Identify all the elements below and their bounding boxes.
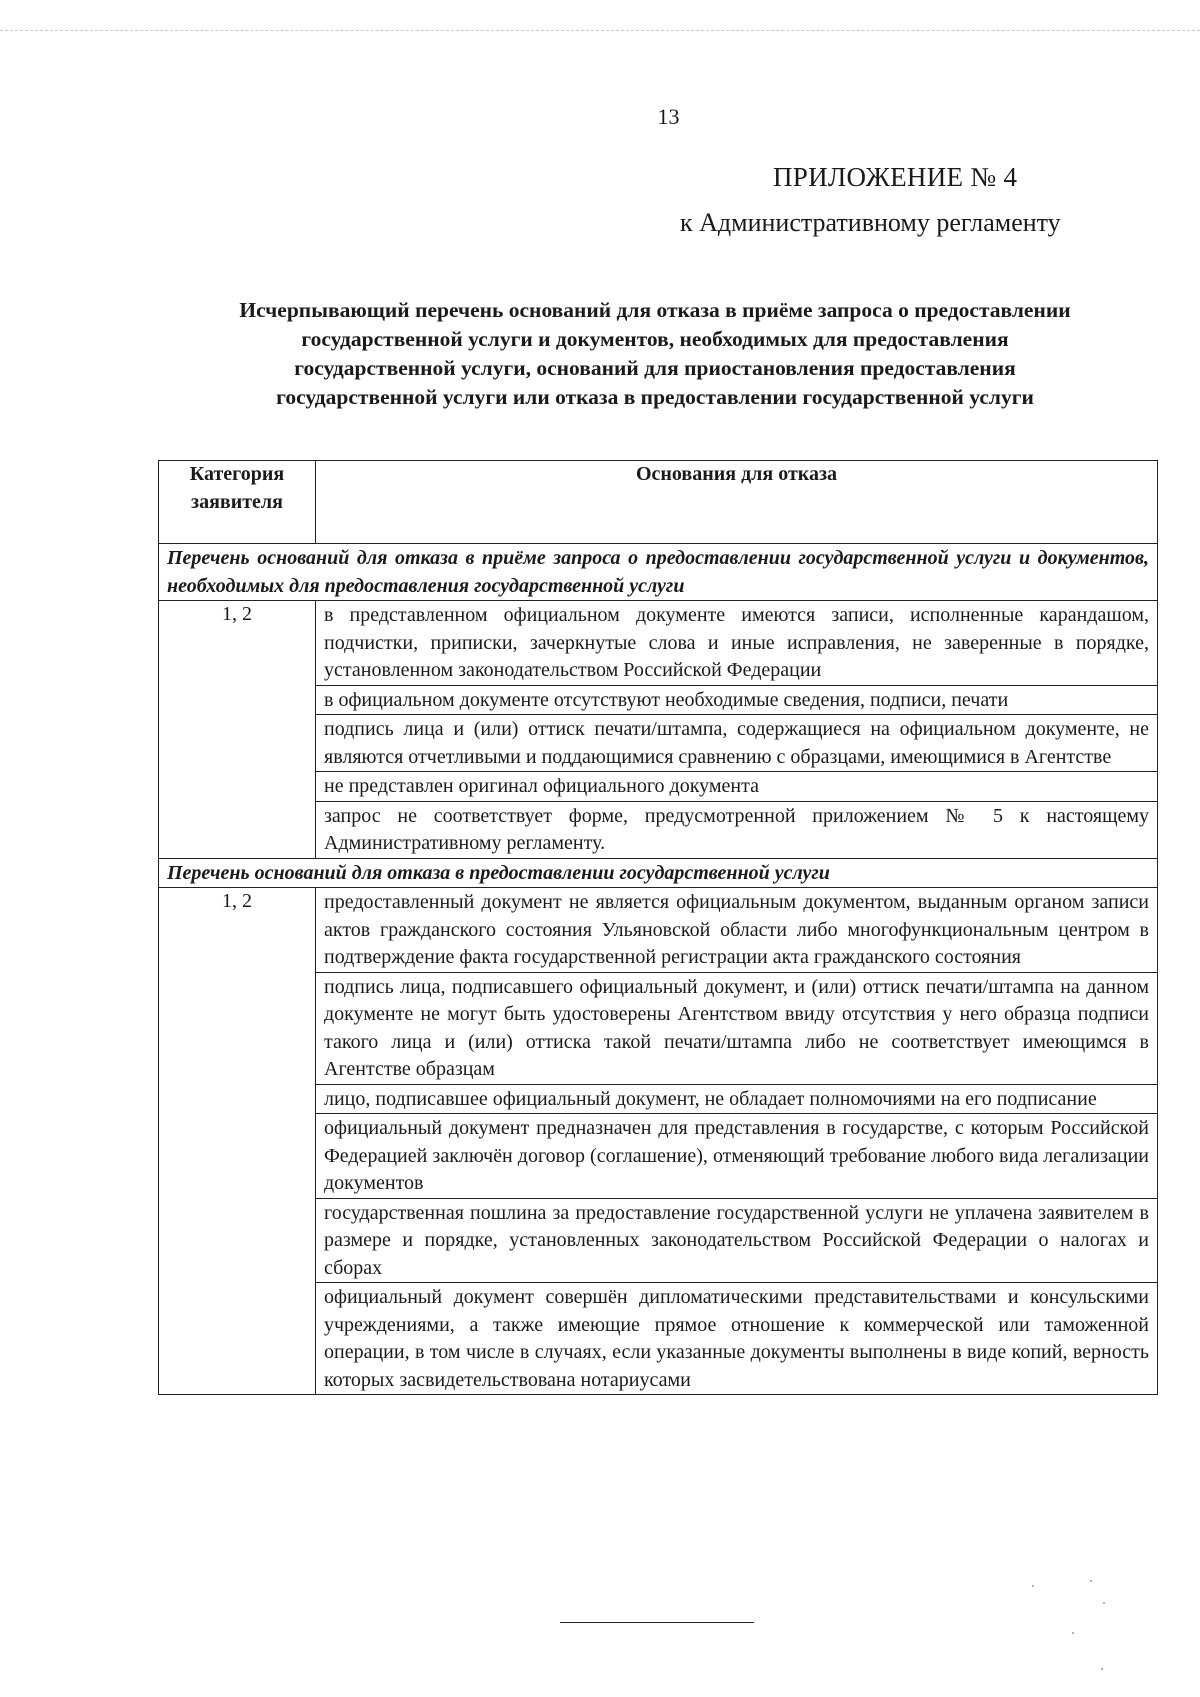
- section-row: [159, 544, 1158, 601]
- section-row: [159, 858, 1158, 888]
- page-number: 13: [657, 104, 680, 129]
- bottom-separator-line: [560, 1622, 754, 1623]
- header-refusal-grounds: Основания для отказа: [316, 461, 1158, 544]
- reason-cell: запрос не соответствует форме, предусмотренной приложением № 5 к настоящему Административному регламенту.: [316, 801, 1158, 858]
- table-row: [159, 888, 1158, 973]
- table-row: [159, 715, 1158, 772]
- refusal-grounds-table: [158, 460, 1158, 1395]
- appendix-title: ПРИЛОЖЕНИЕ № 4: [773, 162, 1018, 192]
- applicant-category-cell-empty: [159, 1283, 316, 1395]
- reason-cell: не представлен оригинал официального документа: [316, 772, 1158, 802]
- reason-cell: подпись лица и (или) оттиск печати/штампа, содержащиеся на официальном документе, не являются отчетливыми и поддающимися сравнению с образцами, имеющимися в Агентстве: [316, 715, 1158, 772]
- appendix-subtitle: к Административному регламенту: [680, 208, 1061, 237]
- scan-speck: [1072, 1632, 1074, 1634]
- applicant-category-cell-empty: [159, 801, 316, 858]
- section-title-reception: Перечень оснований для отказа в приёме запроса о предоставлении государственной услуги и документов, необходимых для предоставления государственной услуги: [159, 544, 1158, 601]
- document-title: [155, 296, 1155, 412]
- header-applicant-category: Категория заявителя: [159, 461, 316, 544]
- applicant-category-cell-empty: [159, 972, 316, 1084]
- applicant-category-cell-empty: [159, 685, 316, 715]
- applicant-category-cell: 1, 2: [159, 888, 316, 973]
- reason-cell: лицо, подписавшее официальный документ, не обладает полномочиями на его подписание: [316, 1084, 1158, 1114]
- scan-speck: [1101, 1668, 1103, 1670]
- reason-cell: в представленном официальном документе имеются записи, исполненные карандашом, подчистки, приписки, зачеркнутые слова и иные исправления, не заверенные в порядке, установленном законодательством Российской Федерации: [316, 601, 1158, 686]
- applicant-category-cell-empty: [159, 1114, 316, 1199]
- document-title-line: Исчерпывающий перечень оснований для отказа в приёме запроса о предоставлении: [239, 298, 1071, 322]
- reason-cell: в официальном документе отсутствуют необходимые сведения, подписи, печати: [316, 685, 1158, 715]
- applicant-category-cell-empty: [159, 1084, 316, 1114]
- reason-cell: официальный документ совершён дипломатическими представительствами и консульскими учреждениями, а также имеющие прямое отношение к коммерческой или таможенной операции, в том числе в случаях, если указанные документы выполнены в виде копий, верность которых засвидетельствована нотариусами: [316, 1283, 1158, 1395]
- table-row: [159, 772, 1158, 802]
- document-title-line: государственной услуги и документов, необходимых для предоставления: [301, 327, 1009, 351]
- reason-cell: подпись лица, подписавшего официальный документ, и (или) оттиск печати/штампа на данном документе не могут быть удостоверены Агентством ввиду отсутствия у него образца подписи такого лица и (или) оттиска такой печати/штампа либо не соответствует имеющимся в Агентстве образцам: [316, 972, 1158, 1084]
- document-title-line: государственной услуги, оснований для приостановления предоставления: [294, 356, 1016, 380]
- table-row: [159, 1283, 1158, 1395]
- applicant-category-cell: 1, 2: [159, 601, 316, 686]
- section-title-refusal: Перечень оснований для отказа в предоставлении государственной услуги: [159, 858, 1158, 888]
- table-row: [159, 1198, 1158, 1283]
- table-row: [159, 685, 1158, 715]
- scan-speck: [1090, 1580, 1092, 1582]
- table-header-row: [159, 461, 1158, 544]
- applicant-category-cell-empty: [159, 715, 316, 772]
- scan-speck: [1032, 1585, 1034, 1587]
- scan-edge-line: [0, 30, 1200, 31]
- table-row: [159, 801, 1158, 858]
- scan-speck: [1103, 1602, 1105, 1604]
- applicant-category-cell-empty: [159, 1198, 316, 1283]
- table-row: [159, 1084, 1158, 1114]
- table-row: [159, 1114, 1158, 1199]
- table-row: [159, 972, 1158, 1084]
- table-row: [159, 601, 1158, 686]
- applicant-category-cell-empty: [159, 772, 316, 802]
- reason-cell: официальный документ предназначен для представления в государстве, с которым Российской Федерацией заключён договор (соглашение), отменяющий требование любого вида легализации документов: [316, 1114, 1158, 1199]
- reason-cell: государственная пошлина за предоставление государственной услуги не уплачена заявителем в размере и порядке, установленных законодательством Российской Федерации о налогах и сборах: [316, 1198, 1158, 1283]
- document-title-line: государственной услуги или отказа в предоставлении государственной услуги: [276, 385, 1034, 409]
- reason-cell: предоставленный документ не является официальным документом, выданным органом записи актов гражданского состояния Ульяновской области либо многофункциональным центром в подтверждение факта государственной регистрации акта гражданского состояния: [316, 888, 1158, 973]
